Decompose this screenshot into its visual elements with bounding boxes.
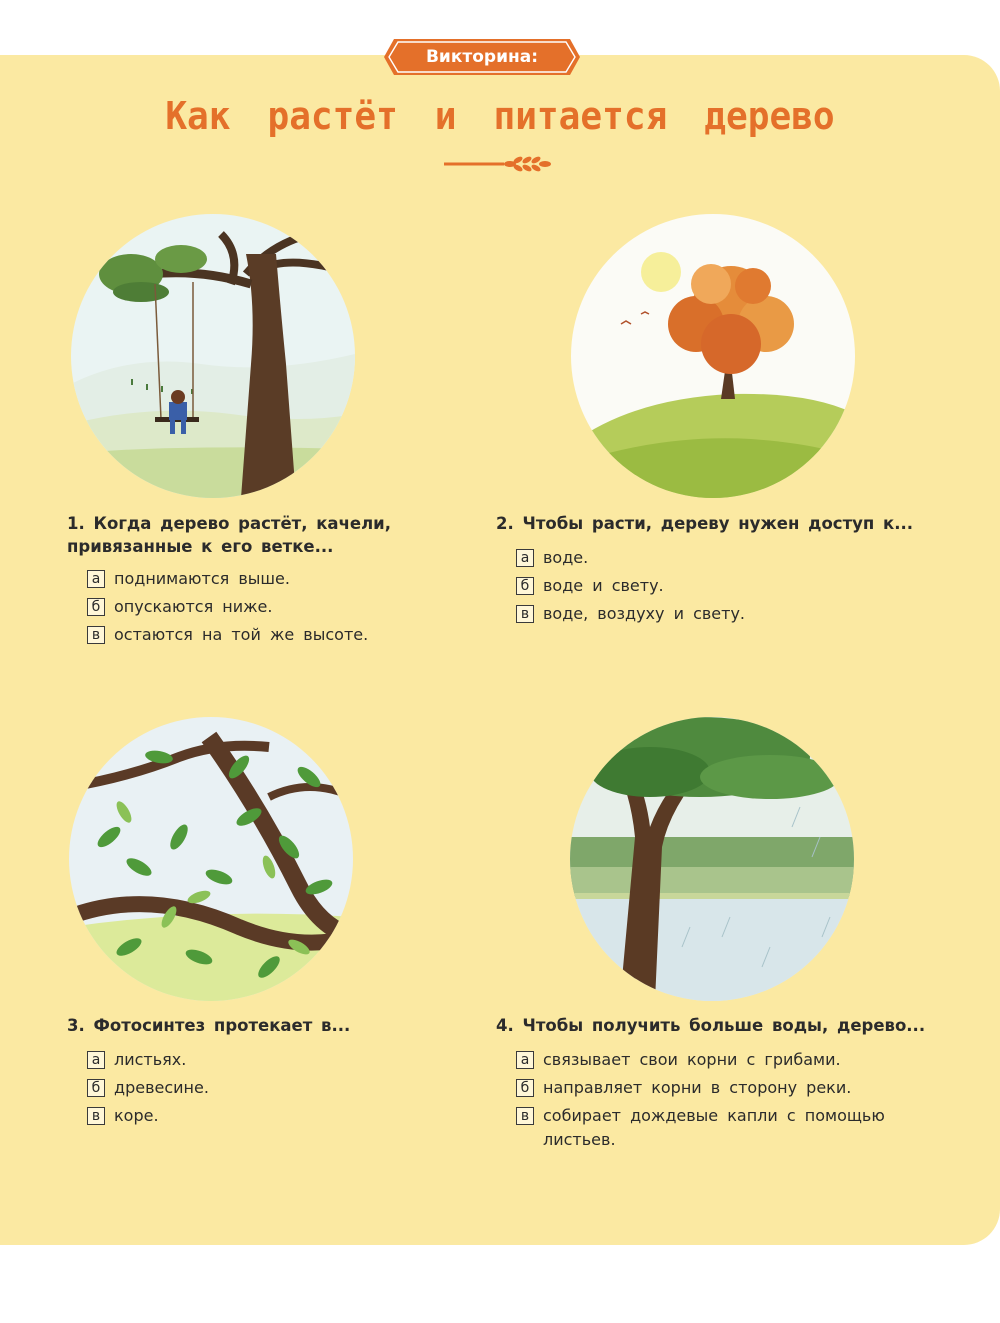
tree-in-rain-illustration xyxy=(570,717,854,1001)
option-text: остаются на той же высоте. xyxy=(114,625,369,644)
option-text: коре. xyxy=(114,1106,159,1125)
option-letter-box: а xyxy=(516,549,534,567)
answer-option[interactable] xyxy=(87,1079,209,1107)
answer-option[interactable] xyxy=(87,1107,209,1135)
autumn-tree-illustration xyxy=(571,214,855,498)
option-text: древесине. xyxy=(114,1078,209,1097)
answer-option[interactable] xyxy=(516,1107,906,1159)
option-text: опускаются ниже. xyxy=(114,597,273,616)
answer-option[interactable] xyxy=(516,549,745,577)
question-4-options xyxy=(516,1051,906,1159)
option-letter-box: а xyxy=(516,1051,534,1069)
tree-with-swing-illustration xyxy=(71,214,355,498)
option-letter-box: б xyxy=(87,1079,105,1097)
question-3-text: 3. Фотосинтез протекает в... xyxy=(67,1016,351,1035)
answer-option[interactable] xyxy=(87,626,368,654)
quiz-badge-label: Викторина: xyxy=(425,47,539,67)
option-text: направляет корни в сторону реки. xyxy=(543,1078,852,1097)
option-text: воде, воздуху и свету. xyxy=(543,604,746,623)
question-3-options xyxy=(87,1051,209,1135)
option-letter-box: в xyxy=(516,605,534,623)
answer-option[interactable] xyxy=(516,605,745,633)
answer-option[interactable] xyxy=(516,1051,906,1079)
answer-option[interactable] xyxy=(516,577,745,605)
question-4-text: 4. Чтобы получить больше воды, дерево... xyxy=(496,1016,926,1035)
option-text: листьях. xyxy=(114,1050,187,1069)
page-title: Как растёт и питается дерево xyxy=(165,94,835,138)
option-letter-box: в xyxy=(516,1107,534,1125)
option-letter-box: в xyxy=(87,1107,105,1125)
branches-leaves-illustration xyxy=(69,717,353,1001)
option-text: воде. xyxy=(543,548,589,567)
option-text: связывает свои корни с грибами. xyxy=(543,1050,841,1069)
option-letter-box: б xyxy=(87,598,105,616)
answer-option[interactable] xyxy=(87,570,368,598)
option-text: поднимаются выше. xyxy=(114,569,290,588)
question-1-options xyxy=(87,570,368,654)
option-text: воде и свету. xyxy=(543,576,664,595)
option-letter-box: б xyxy=(516,1079,534,1097)
answer-option[interactable] xyxy=(87,598,368,626)
option-letter-box: а xyxy=(87,570,105,588)
option-letter-box: а xyxy=(87,1051,105,1069)
option-text: собирает дождевые капли с помощью листьев. xyxy=(543,1106,885,1149)
quiz-badge xyxy=(384,39,580,75)
answer-option[interactable] xyxy=(516,1079,906,1107)
question-2-text: 2. Чтобы расти, дереву нужен доступ к... xyxy=(496,514,914,533)
question-2-options xyxy=(516,549,745,633)
option-letter-box: в xyxy=(87,626,105,644)
answer-option[interactable] xyxy=(87,1051,209,1079)
wheat-ornament-icon xyxy=(444,154,556,174)
option-letter-box: б xyxy=(516,577,534,595)
question-1-text: 1. Когда дерево растёт, качели, привязанные к его ветке... xyxy=(67,514,392,556)
